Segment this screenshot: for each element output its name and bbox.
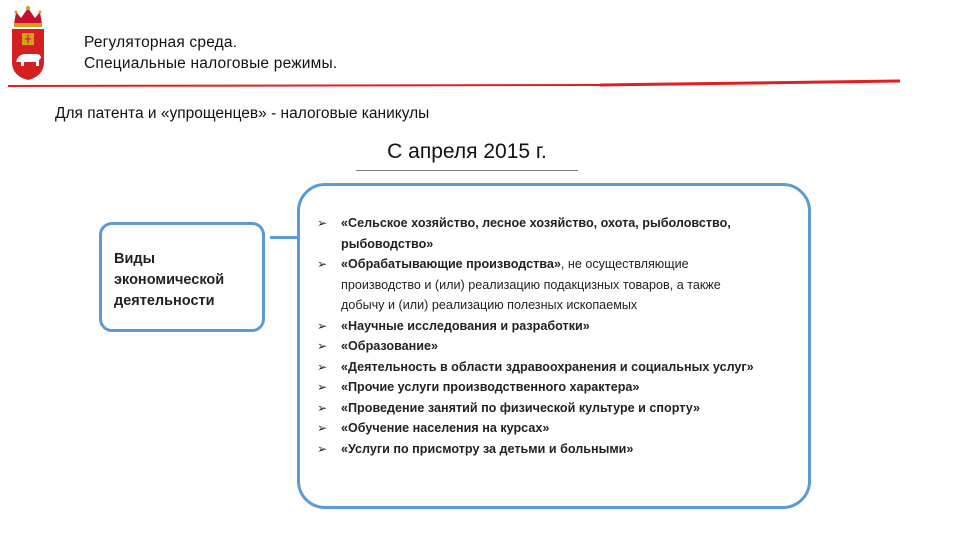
list-item-bold-text: «Образование» bbox=[341, 339, 439, 353]
activity-types-label bbox=[114, 249, 224, 312]
list-item bbox=[317, 377, 798, 398]
list-item-text: добычу и (или) реализацию полезных ископаемых bbox=[341, 298, 638, 312]
list-item-line bbox=[341, 213, 798, 234]
list-item-line bbox=[341, 336, 798, 357]
arrow-bullet-icon: ➢ bbox=[317, 380, 328, 394]
date-title: С апреля 2015 г. bbox=[387, 140, 547, 163]
list-item-line bbox=[341, 316, 798, 337]
list-item-line bbox=[341, 357, 798, 378]
list-item bbox=[317, 213, 798, 254]
list-item-text: , не осуществляющие bbox=[560, 257, 689, 271]
arrow-bullet-icon: ➢ bbox=[317, 216, 328, 230]
list-item bbox=[317, 357, 798, 378]
list-item bbox=[317, 398, 798, 419]
list-item-line bbox=[341, 254, 798, 275]
list-item-bold-text: «Обучение населения на курсах» bbox=[341, 421, 550, 435]
arrow-bullet-icon: ➢ bbox=[317, 359, 328, 374]
list-item bbox=[317, 316, 798, 337]
activities-list bbox=[317, 213, 798, 459]
page-title bbox=[84, 32, 337, 74]
arrow-bullet-icon: ➢ bbox=[317, 318, 328, 333]
activity-types-line: деятельности bbox=[114, 293, 215, 309]
title-line-2: Специальные налоговые режимы. bbox=[84, 55, 338, 72]
list-item bbox=[317, 418, 798, 439]
date-underline bbox=[356, 170, 578, 171]
list-item-line bbox=[341, 295, 798, 316]
list-item-bold-text: «Прочие услуги производственного характера» bbox=[341, 380, 640, 394]
list-item-line bbox=[341, 377, 798, 398]
list-item bbox=[317, 336, 798, 357]
arrow-bullet-icon: ➢ bbox=[317, 421, 328, 435]
list-item-bold-text: «Сельское хозяйство, лесное хозяйство, охота, рыболовство, bbox=[341, 216, 731, 230]
list-item-bold-text: «Деятельность в области здравоохранения и социальных услуг» bbox=[341, 359, 754, 374]
list-item-text: производство и (или) реализацию подакцизных товаров, а также bbox=[341, 277, 721, 292]
list-item-line bbox=[341, 418, 798, 439]
activities-box bbox=[297, 183, 811, 509]
activity-types-line: экономической bbox=[114, 272, 225, 288]
arrow-bullet-icon: ➢ bbox=[317, 257, 328, 271]
list-item-bold-text: «Услуги по присмотру за детьми и больными» bbox=[341, 441, 634, 456]
connector-line bbox=[270, 236, 300, 239]
list-item bbox=[317, 254, 798, 316]
list-item-bold-text: «Научные исследования и разработки» bbox=[341, 318, 590, 333]
activity-types-box bbox=[99, 222, 265, 332]
header-divider bbox=[0, 78, 960, 88]
title-line-1: Регуляторная среда. bbox=[84, 34, 238, 51]
arrow-bullet-icon: ➢ bbox=[317, 339, 328, 353]
perm-krai-coat-of-arms-icon bbox=[6, 4, 50, 82]
list-item-bold-text: рыбоводство» bbox=[341, 236, 434, 251]
subtitle: Для патента и «упрощенцев» - налоговые каникулы bbox=[55, 105, 430, 122]
activity-types-line: Виды bbox=[114, 251, 155, 267]
list-item-bold-text: «Проведение занятий по физической культуре и спорту» bbox=[341, 400, 701, 415]
list-item-bold-text: «Обрабатывающие производства» bbox=[341, 257, 561, 271]
arrow-bullet-icon: ➢ bbox=[317, 400, 328, 415]
list-item-line bbox=[341, 234, 798, 255]
list-item bbox=[317, 439, 798, 460]
list-item-line bbox=[341, 275, 798, 296]
list-item-line bbox=[341, 439, 798, 460]
list-item-line bbox=[341, 398, 798, 419]
arrow-bullet-icon: ➢ bbox=[317, 441, 328, 456]
